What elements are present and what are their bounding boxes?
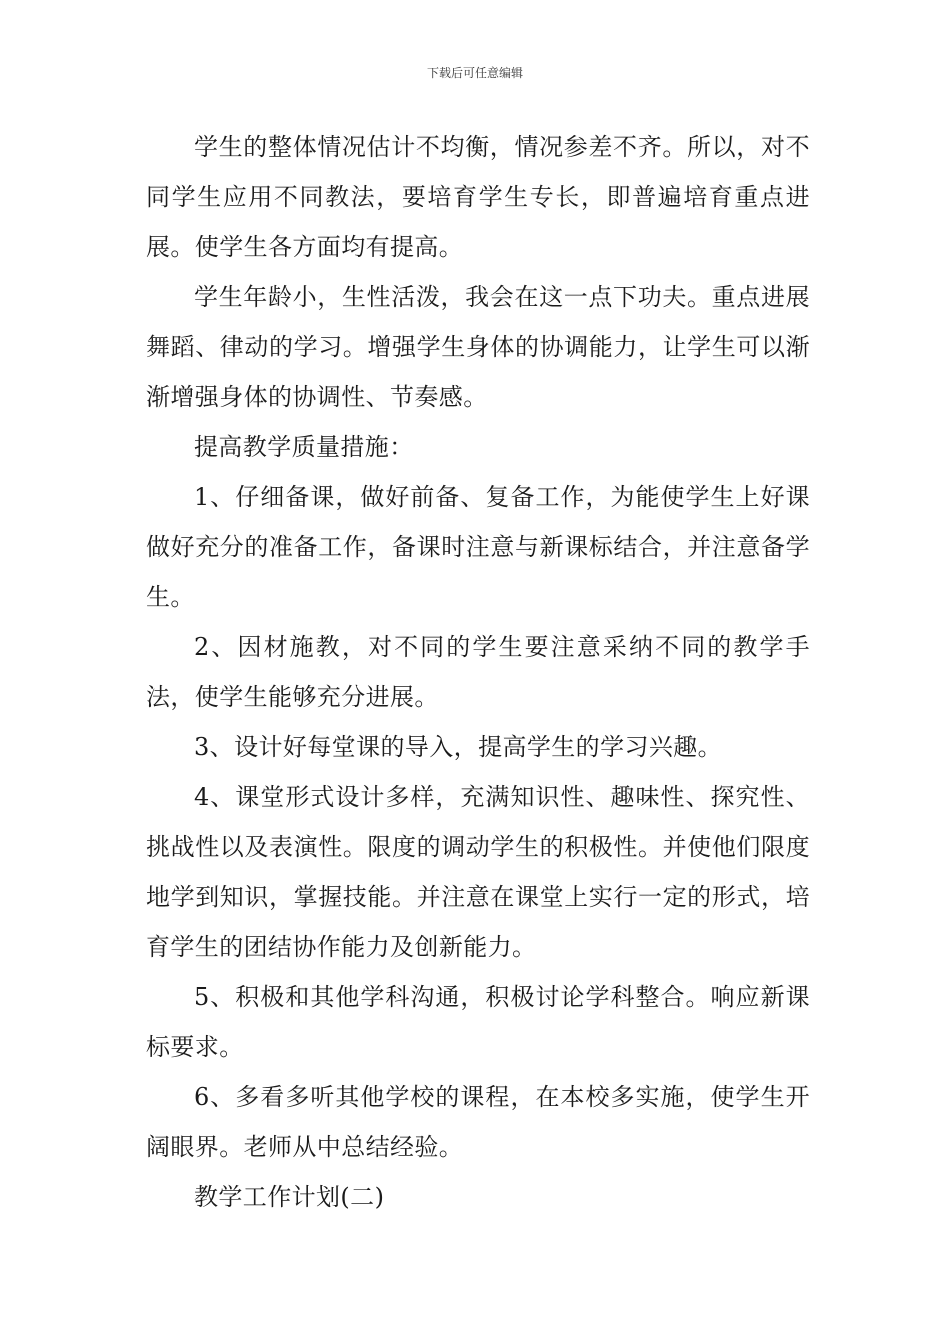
- list-item: 5、积极和其他学科沟通，积极讨论学科整合。响应新课标要求。: [146, 983, 810, 1061]
- list-item: 4、课堂形式设计多样，充满知识性、趣味性、探究性、挑战性以及表演性。限度的调动学生的积极性。并使他们限度地学到知识，掌握技能。并注意在课堂上实行一定的形式，培育学生的团结协作能力及创新能力。: [146, 783, 810, 961]
- paragraph: 学生年龄小，生性活泼，我会在这一点下功夫。重点进展舞蹈、律动的学习。增强学生身体的协调能力，让学生可以渐渐增强身体的协调性、节奏感。: [146, 283, 810, 411]
- list-item: 1、仔细备课，做好前备、复备工作，为能使学生上好课做好充分的准备工作，备课时注意与新课标结合，并注意备学生。: [146, 483, 810, 611]
- section-label: 提高教学质量措施：: [194, 433, 414, 461]
- list-item: 2、因材施教，对不同的学生要注意采纳不同的教学手法，使学生能够充分进展。: [146, 633, 810, 711]
- list-item: 3、设计好每堂课的导入，提高学生的学习兴趣。: [194, 733, 723, 761]
- paragraph: 学生的整体情况估计不均衡，情况参差不齐。所以，对不同学生应用不同教法，要培育学生专长，即普遍培育重点进展。使学生各方面均有提高。: [146, 133, 810, 261]
- document-body: [146, 122, 810, 1222]
- page-header: 下载后可任意编辑: [426, 66, 523, 80]
- section-heading: 教学工作计划(二): [194, 1183, 385, 1211]
- list-item: 6、多看多听其他学校的课程，在本校多实施，使学生开阔眼界。老师从中总结经验。: [146, 1083, 810, 1161]
